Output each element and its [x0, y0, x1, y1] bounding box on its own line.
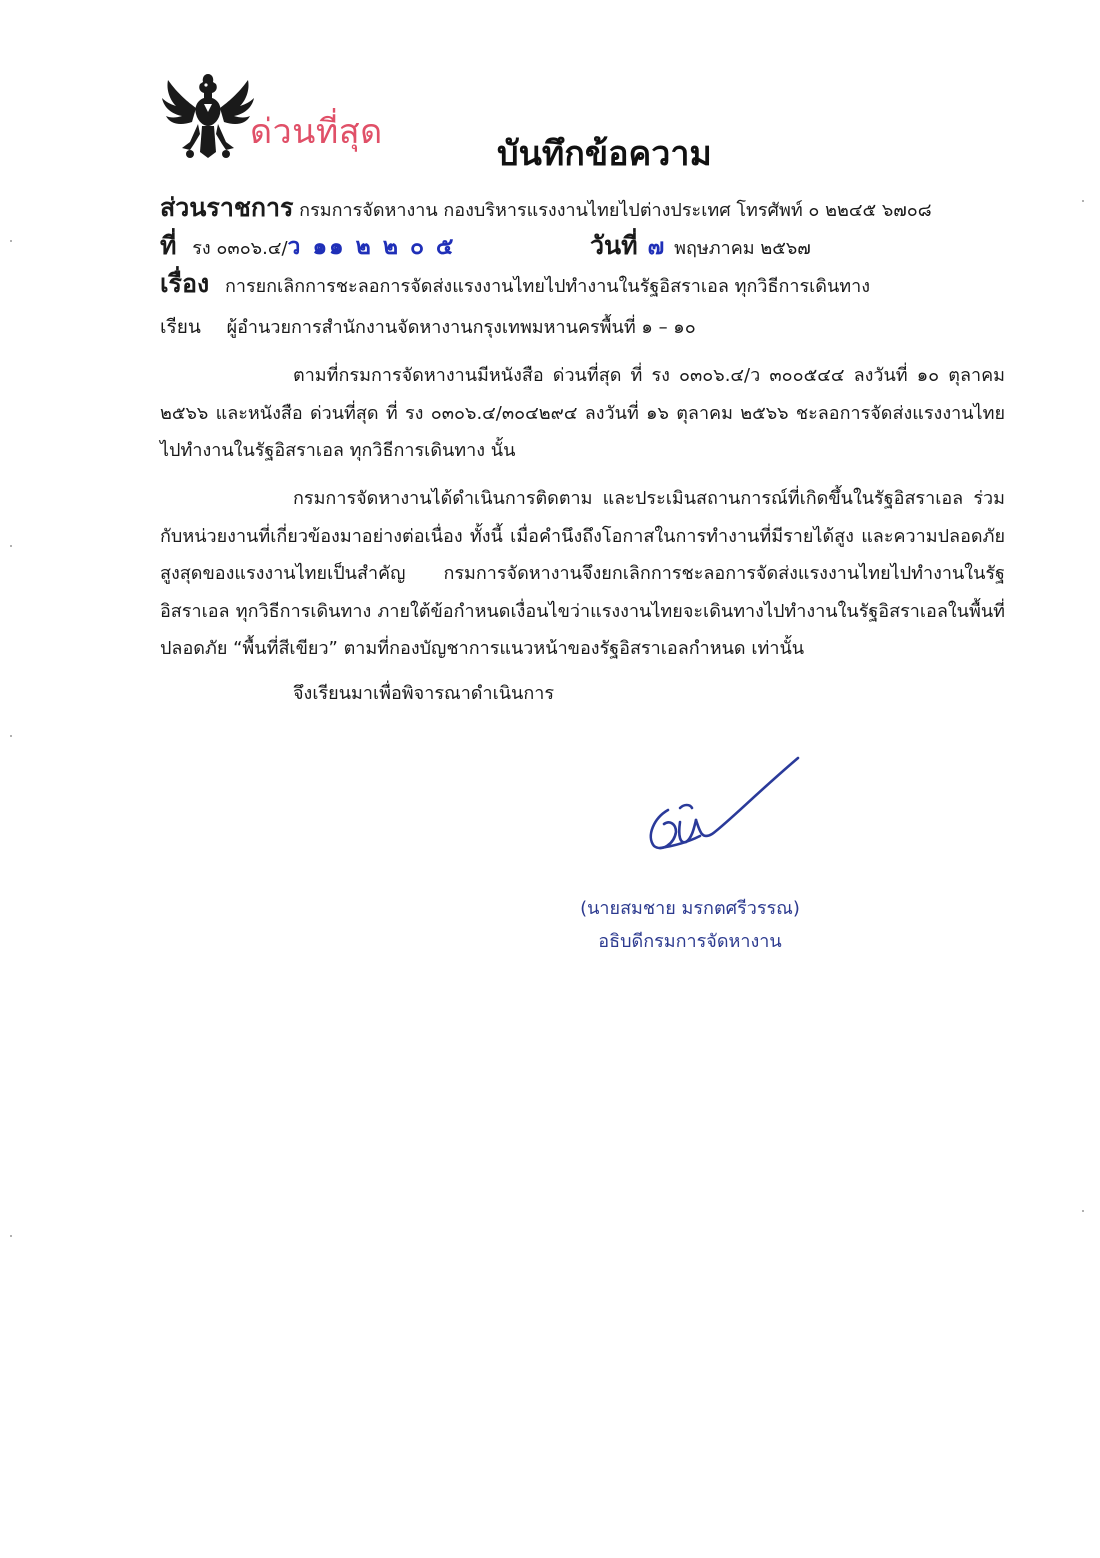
scan-speck	[10, 545, 12, 547]
scan-speck	[10, 735, 12, 737]
scan-speck	[1082, 200, 1084, 202]
date-handwritten-day: ๗	[647, 235, 665, 260]
urgent-classification-label: ด่วนที่สุด	[250, 112, 383, 152]
reference-row	[160, 226, 455, 266]
date-label: วันที่	[590, 231, 638, 260]
recipient-label: เรียน	[160, 316, 201, 338]
department-label: ส่วนราชการ	[160, 193, 294, 222]
reference-handwritten-number: ว ๑๑ ๒ ๒ ๐ ๕	[287, 234, 456, 260]
subject-label: เรื่อง	[160, 269, 210, 298]
reference-label: ที่	[160, 231, 177, 260]
subject-row	[160, 264, 870, 304]
subject-value: การยกเลิกการชะลอการจัดส่งแรงงานไทยไปทำงานในรัฐอิสราเอล ทุกวิธีการเดินทาง	[224, 276, 871, 297]
body-paragraph-2: กรมการจัดหางานได้ดำเนินการติดตาม และประเมินสถานการณ์ที่เกิดขึ้นในรัฐอิสราเอล ร่วมกับหน่วยงานที่เกี่ยวข้องมาอย่างต่อเนื่อง ทั้งนี้ เมื่อคำนึงถึงโอกาสในการทำงานที่มีรายได้สูง และความปลอดภัยสูงสุดของแรงงานไทยเป็นสำคัญ กรมการจัดหางานจึงยกเลิกการชะลอการจัดส่งแรงงานไทยไปทำงานในรัฐอิสราเอล ทุกวิธีการเดินทาง ภายใต้ข้อกำหนดเงื่อนไขว่าแรงงานไทยจะเดินทางไปทำงานในรัฐอิสราเอลในพื้นที่ปลอดภัย “พื้นที่สีเขียว” ตามที่กองบัญชาการแนวหน้าของรัฐอิสราเอลกำหนด เท่านั้น	[160, 488, 1005, 659]
body-paragraph-1: ตามที่กรมการจัดหางานมีหนังสือ ด่วนที่สุด ที่ รง ๐๓๐๖.๔/ว ๓๐๐๕๔๔ ลงวันที่ ๑๐ ตุลาคม ๒๕๖๖ และหนังสือ ด่วนที่สุด ที่ รง ๐๓๐๖.๔/๓๐๔๒๙๔ ลงวันที่ ๑๖ ตุลาคม ๒๕๖๖ ชะลอการจัดส่งแรงงานไทยไปทำงานในรัฐอิสราเอล ทุกวิธีการเดินทาง นั้น	[160, 365, 1005, 461]
date-row	[590, 226, 811, 266]
department-value: กรมการจัดหางาน กองบริหารแรงงานไทยไปต่างประเทศ โทรศัพท์ ๐ ๒๒๔๕ ๖๗๐๘	[299, 200, 932, 221]
signatory-position: อธิบดีกรมการจัดหางาน	[598, 931, 782, 952]
document-title: บันทึกข้อความ	[497, 134, 712, 174]
department-row	[160, 188, 932, 228]
scan-speck	[10, 240, 12, 242]
scan-speck	[1082, 1210, 1084, 1212]
handwritten-signature	[640, 752, 810, 862]
scan-speck	[10, 1235, 12, 1237]
recipient-value: ผู้อำนวยการสำนักงานจัดหางานกรุงเทพมหานครพื้นที่ ๑ – ๑๐	[226, 317, 696, 338]
closing-line: จึงเรียนมาเพื่อพิจารณาดำเนินการ	[293, 683, 555, 704]
signatory-name: (นายสมชาย มรกตศรีวรรณ)	[580, 898, 800, 919]
recipient-row	[160, 312, 696, 342]
reference-prefix: รง ๐๓๐๖.๔/	[192, 238, 288, 259]
date-month-year: พฤษภาคม ๒๕๖๗	[674, 238, 811, 259]
garuda-emblem-icon	[160, 68, 256, 160]
